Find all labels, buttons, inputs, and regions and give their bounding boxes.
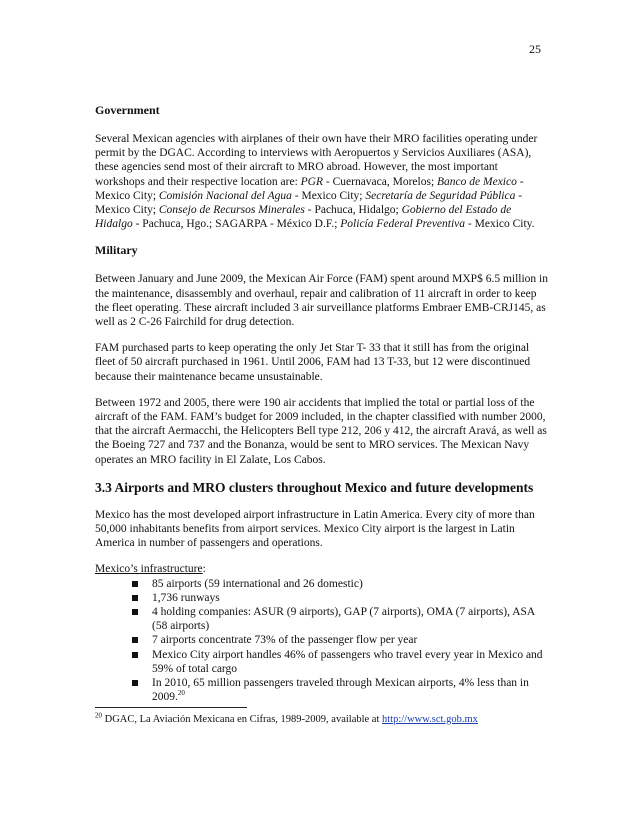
footnote-link[interactable]: http://www.sct.gob.mx <box>382 714 478 725</box>
footnote-divider <box>95 707 247 708</box>
infrastructure-list <box>95 577 550 705</box>
page-number: 25 <box>529 42 541 56</box>
footnote-number: 20 <box>95 711 102 720</box>
agency-name: Gobierno del Estado de Hidalgo <box>95 204 512 231</box>
list-item-text: Mexico City airport handles 46% of passengers who travel every year in Mexico and 59% of total cargo <box>152 648 543 675</box>
list-item <box>132 676 550 704</box>
infrastructure-label-colon: : <box>202 563 206 576</box>
list-item <box>132 633 550 647</box>
agency-name: Consejo de Recursos Minerales <box>158 204 305 217</box>
agency-location: - Pachuca, Hgo.; SAGARPA - México D.F.; <box>132 218 341 231</box>
list-item-text: 85 airports (59 international and 26 domestic) <box>152 577 363 590</box>
agency-location: - Mexico City; <box>291 189 366 202</box>
agency-name: Banco de Mexico <box>437 175 517 188</box>
government-intro: Several Mexican agencies with airplanes of their own have their MRO facilities operating under permit by the DGAC. According to interviews with Aeropuertos y Servicios Auxiliares (ASA), these agencies send most of their aircraft to MRO abroad. However, the most important workshops and their respective location are: <box>95 133 538 188</box>
military-paragraph-3: Between 1972 and 2005, there were 190 air accidents that implied the total or partial loss of the aircraft of the FAM. FAM’s budget for 2009 included, in the chapter classified with number 2000, that the aircraft Aermacchi, the Helicopters Bell type 212, 206 y 412, the aircraft Aravá, as well as the Boeing 727 and 737 and the Bonanza, would be sent to MRO services. The Mexican Navy operates an MRO facility in El Zalate, Los Cabos. <box>95 396 547 466</box>
infrastructure-label-text: Mexico’s infrastructure <box>95 563 203 576</box>
military-paragraph-2: FAM purchased parts to keep operating the only Jet Star T- 33 that it still has from the original fleet of 50 aircraft purchased in 1961. Until 2006, FAM had 13 T-33, but 12 were discontinued because their maintenance became unsustainable. <box>95 342 531 383</box>
bullet-square-icon <box>132 680 138 686</box>
airports-section-heading: 3.3 Airports and MRO clusters throughout Mexico and future developments <box>95 479 534 495</box>
military-paragraph-1: Between January and June 2009, the Mexican Air Force (FAM) spent around MXP$ 6.5 million in the maintenance, disassembly and overhaul, repair and calibration of 11 aircraft in order to keep the fleet operating. These aircraft included 3 air surveillance platforms Embraer EMB-CRJ145, as well as 2 C-26 Fairchild for drug detection. <box>95 273 549 329</box>
agency-location: - Mexico City; <box>95 175 524 202</box>
list-item <box>132 591 550 605</box>
agency-name: PGR <box>300 175 324 188</box>
footnote-reference[interactable]: 20 <box>177 689 185 698</box>
agency-name: Secretaría de Seguridad Pública <box>365 189 516 202</box>
government-paragraph <box>95 132 550 231</box>
bullet-square-icon <box>132 637 138 643</box>
list-item-text: 1,736 runways <box>152 591 220 604</box>
airports-intro: Mexico has the most developed airport infrastructure in Latin America. Every city of more than 50,000 inhabitants benefits from airport services. Mexico City airport is the largest in Latin America in number of passengers and operations. <box>95 508 535 550</box>
agency-name: Comisión Nacional del Agua <box>158 189 292 202</box>
bullet-square-icon <box>132 652 138 658</box>
government-heading: Government <box>95 103 160 117</box>
list-item <box>132 577 550 591</box>
page-content <box>95 103 550 705</box>
list-item <box>132 648 550 676</box>
list-item-text: 4 holding companies: ASUR (9 airports), GAP (7 airports), OMA (7 airports), ASA (58 airports) <box>152 606 535 633</box>
footnote <box>95 713 565 726</box>
infrastructure-label <box>95 562 550 576</box>
agency-location: - Mexico City. <box>465 218 535 231</box>
bullet-square-icon <box>132 609 138 615</box>
agency-name: Policía Federal Preventiva <box>340 218 466 231</box>
list-item-text: 7 airports concentrate 73% of the passenger flow per year <box>152 634 418 647</box>
bullet-square-icon <box>132 581 138 587</box>
bullet-square-icon <box>132 595 138 601</box>
list-item <box>132 605 550 633</box>
footnote-text: DGAC, La Aviación Mexicana en Cifras, 1989-2009, available at <box>102 714 383 725</box>
military-heading: Military <box>95 243 138 258</box>
list-item-text: In 2010, 65 million passengers traveled through Mexican airports, 4% less than in 2009. <box>152 677 529 704</box>
agency-location: - Mexico City; <box>95 189 523 217</box>
agency-location: - Cuernavaca, Morelos; <box>323 175 438 188</box>
agency-location: - Pachuca, Hidalgo; <box>304 204 402 217</box>
